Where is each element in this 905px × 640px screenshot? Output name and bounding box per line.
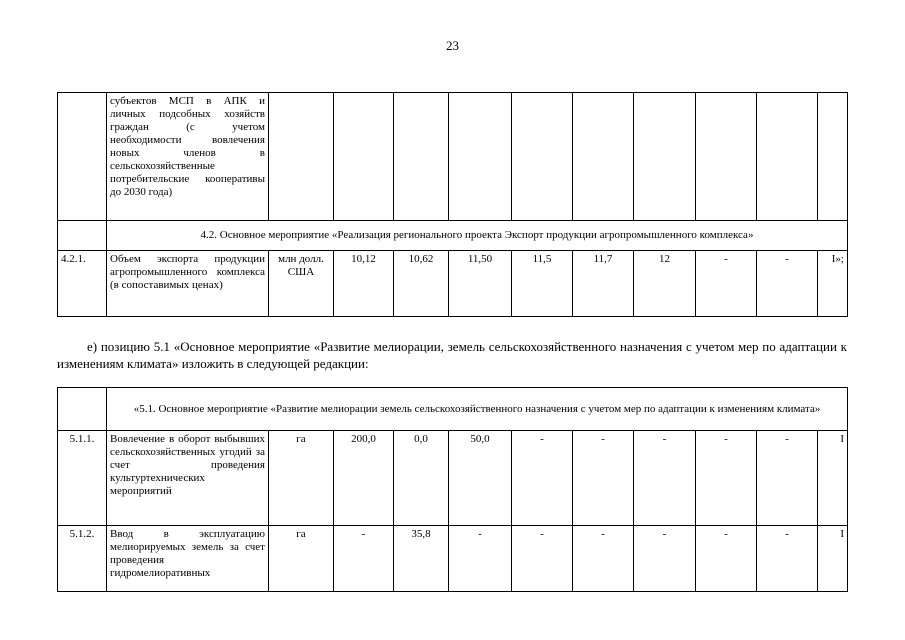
row-number-cell: 5.1.2.: [58, 526, 107, 592]
row-number-cell: 4.2.1.: [58, 251, 107, 317]
unit-cell: [269, 93, 334, 221]
value-cell: 200,0: [334, 431, 394, 526]
value-cell: [334, 93, 394, 221]
empty-cell: [58, 221, 107, 251]
value-cell: [696, 93, 757, 221]
value-cell: [394, 93, 449, 221]
indicator-name-cell: Ввод в эксплуатацию мелиорируемых земель за счет проведения гидромелиоративных: [107, 526, 269, 592]
value-cell: -: [757, 251, 818, 317]
value-cell: -: [512, 526, 573, 592]
indicators-table-new: [57, 387, 848, 592]
indicator-name-cell: Объем экспорта продукции агропромышленного комплекса (в сопоставимых ценах): [107, 251, 269, 317]
value-cell: -: [573, 431, 634, 526]
section-header-row: [58, 388, 848, 431]
value-cell: [818, 93, 848, 221]
value-cell: -: [757, 431, 818, 526]
indicator-name-cell: Вовлечение в оборот выбывших сельскохозяйственных угодий за счет проведения культуртехнических мероприятий: [107, 431, 269, 526]
indicators-table-continued: [57, 92, 848, 317]
value-cell: [573, 93, 634, 221]
row-number-cell: 5.1.1.: [58, 431, 107, 526]
table-row: [58, 526, 848, 592]
value-cell: [634, 93, 696, 221]
value-cell: -: [573, 526, 634, 592]
value-cell: I»;: [818, 251, 848, 317]
value-cell: 11,7: [573, 251, 634, 317]
value-cell: -: [696, 526, 757, 592]
value-cell: [449, 93, 512, 221]
value-cell: I: [818, 431, 848, 526]
section-header: «5.1. Основное мероприятие «Развитие мелиорации земель сельскохозяйственного назначения с учетом мер по адаптации к изменениям климата»: [107, 388, 848, 431]
value-cell: [757, 93, 818, 221]
value-cell: -: [696, 251, 757, 317]
value-cell: 0,0: [394, 431, 449, 526]
row-number-cell: [58, 93, 107, 221]
unit-cell: млн долл. США: [269, 251, 334, 317]
table-row: [58, 251, 848, 317]
table-row: [58, 431, 848, 526]
value-cell: -: [334, 526, 394, 592]
value-cell: 12: [634, 251, 696, 317]
value-cell: -: [512, 431, 573, 526]
value-cell: -: [634, 431, 696, 526]
section-header: 4.2. Основное мероприятие «Реализация регионального проекта Экспорт продукции агропромышленного комплекса»: [107, 221, 848, 251]
value-cell: 11,50: [449, 251, 512, 317]
amendment-paragraph: е) позицию 5.1 «Основное мероприятие «Развитие мелиорации, земель сельскохозяйственного назначения с учетом мер по адаптации к изменениям климата» изложить в следующей редакции:: [57, 339, 847, 371]
unit-cell: га: [269, 431, 334, 526]
indicator-name-cell: субъектов МСП в АПК и личных подсобных хозяйств граждан (с учетом необходимости вовлечения новых членов в сельскохозяйственные потребительские кооперативы до 2030 года): [107, 93, 269, 221]
value-cell: 10,62: [394, 251, 449, 317]
value-cell: 50,0: [449, 431, 512, 526]
value-cell: -: [757, 526, 818, 592]
value-cell: I: [818, 526, 848, 592]
page-number: 23: [446, 38, 459, 53]
table-row: [58, 93, 848, 221]
value-cell: 10,12: [334, 251, 394, 317]
value-cell: -: [634, 526, 696, 592]
value-cell: -: [449, 526, 512, 592]
empty-cell: [58, 388, 107, 431]
section-header-row: [58, 221, 848, 251]
value-cell: [512, 93, 573, 221]
value-cell: -: [696, 431, 757, 526]
value-cell: 11,5: [512, 251, 573, 317]
value-cell: 35,8: [394, 526, 449, 592]
unit-cell: га: [269, 526, 334, 592]
